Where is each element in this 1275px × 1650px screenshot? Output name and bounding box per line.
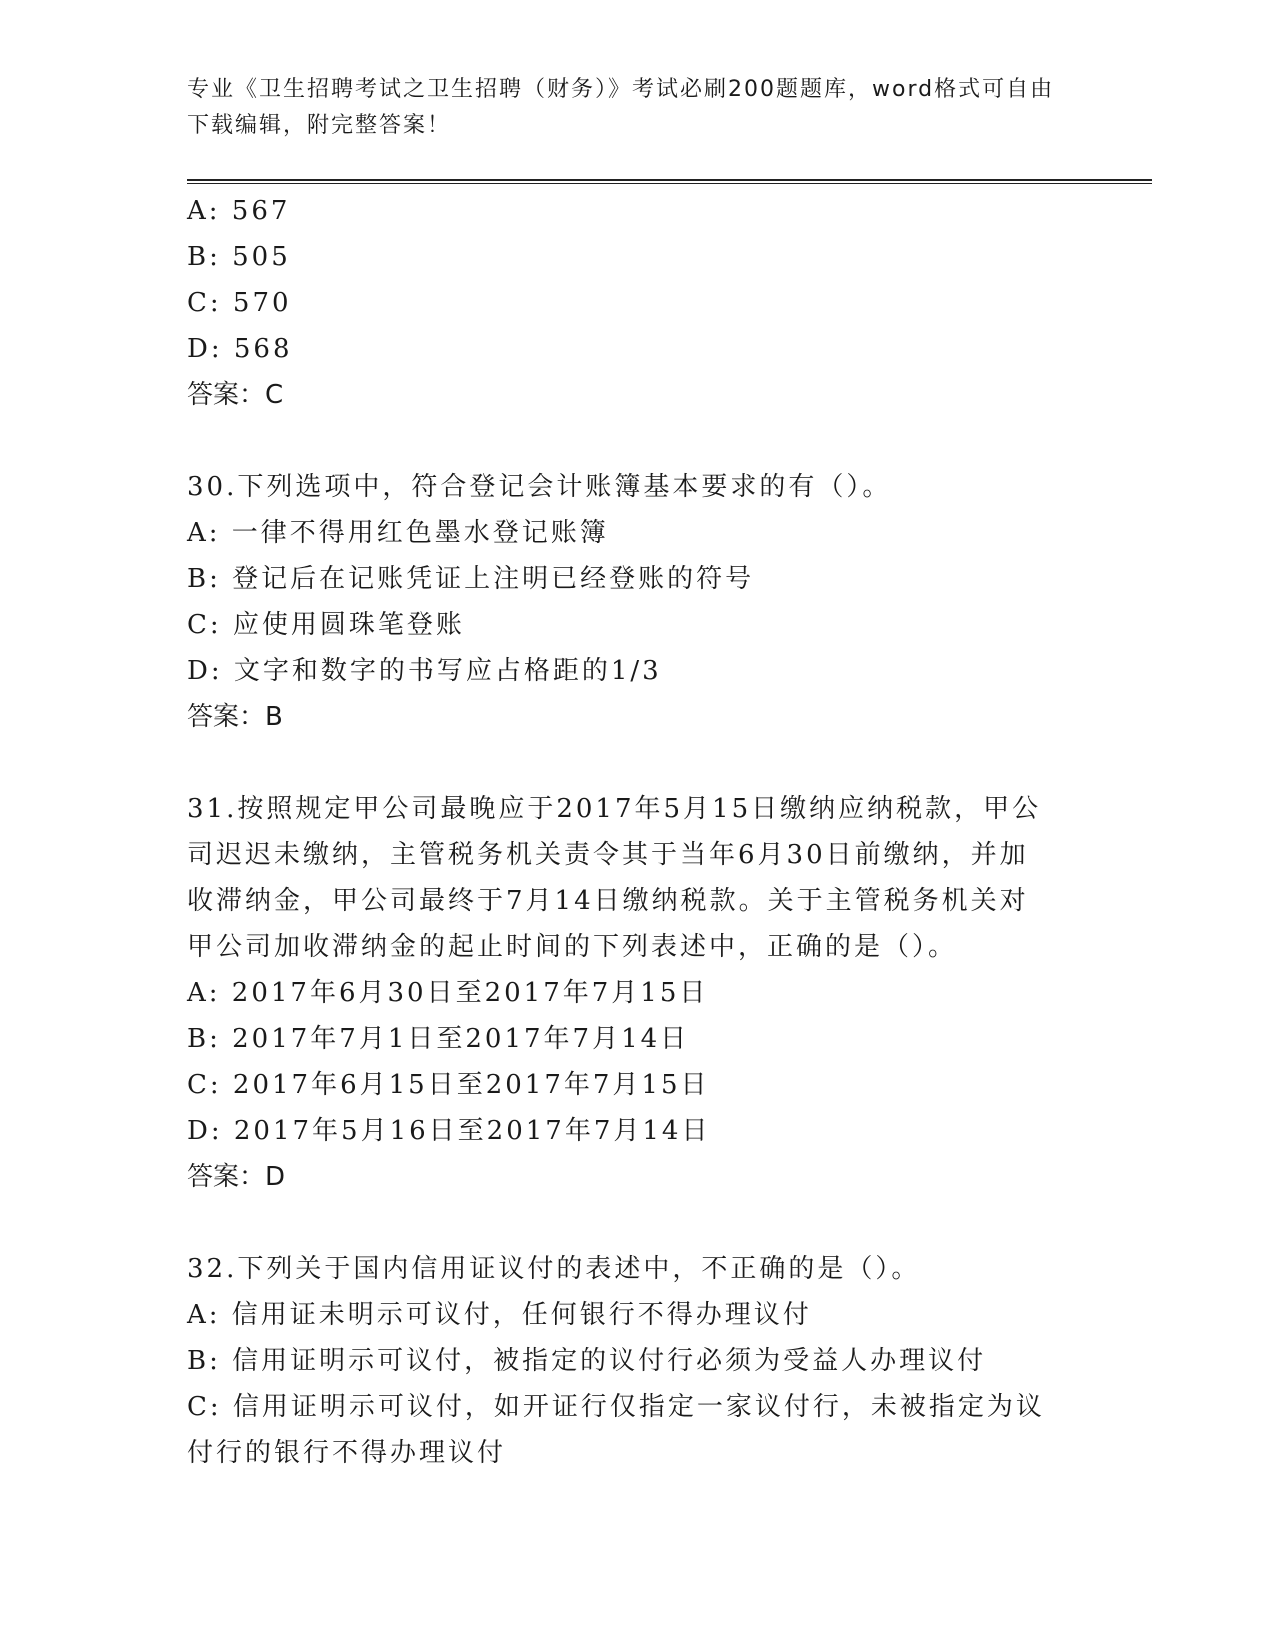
option-a: A: 2017年6月30日至2017年7月15日 [187, 978, 709, 1008]
question-block-prev [187, 188, 1087, 418]
question-stem: 32.下列关于国内信用证议付的表述中，不正确的是（）。 [187, 1254, 921, 1284]
option-d: D: 2017年5月16日至2017年7月14日 [187, 1116, 711, 1146]
option-d: D: 568 [187, 334, 293, 364]
option-b: B: 505 [187, 242, 291, 272]
question-block-32 [187, 1246, 1087, 1476]
question-stem: 31.按照规定甲公司最晚应于2017年5月15日缴纳应纳税款，甲公司迟迟未缴纳，主管税务机关责令其于当年6月30日前缴纳，并加收滞纳金，甲公司最终于7月14日缴纳税款。关于主管税务机关对甲公司加收滞纳金的起止时间的下列表述中，正确的是（）。 [187, 794, 1042, 962]
option-c: C: 2017年6月15日至2017年7月15日 [187, 1070, 710, 1100]
header-divider-thin [187, 183, 1152, 184]
option-c: C: 570 [187, 288, 292, 318]
option-a: A: 信用证未明示可议付，任何银行不得办理议付 [187, 1300, 812, 1330]
option-c: C: 应使用圆珠笔登账 [187, 610, 465, 640]
header-divider [187, 179, 1152, 181]
option-a: A: 567 [187, 196, 291, 226]
question-stem: 30.下列选项中，符合登记会计账簿基本要求的有（）。 [187, 472, 892, 502]
option-b: B: 信用证明示可议付，被指定的议付行必须为受益人办理议付 [187, 1346, 987, 1376]
answer-line: 答案：D [187, 1162, 286, 1192]
option-b: B: 2017年7月1日至2017年7月14日 [187, 1024, 690, 1054]
option-b: B: 登记后在记账凭证上注明已经登账的符号 [187, 564, 755, 594]
spacer [187, 740, 1087, 786]
question-block-30 [187, 464, 1087, 740]
spacer [187, 1200, 1087, 1246]
page-header: 专业《卫生招聘考试之卫生招聘（财务）》考试必刷200题题库，word格式可自由下载编辑，附完整答案！ [187, 77, 1055, 138]
option-d: D: 文字和数字的书写应占格距的1/3 [187, 656, 662, 686]
question-block-31 [187, 786, 1087, 1200]
answer-line: 答案：B [187, 702, 283, 732]
answer-line: 答案：C [187, 380, 284, 410]
question-list [187, 188, 1087, 1476]
option-c: C: 信用证明示可议付，如开证行仅指定一家议付行，未被指定为议付行的银行不得办理议付 [187, 1392, 1045, 1468]
option-a: A: 一律不得用红色墨水登记账簿 [187, 518, 609, 548]
spacer [187, 418, 1087, 464]
